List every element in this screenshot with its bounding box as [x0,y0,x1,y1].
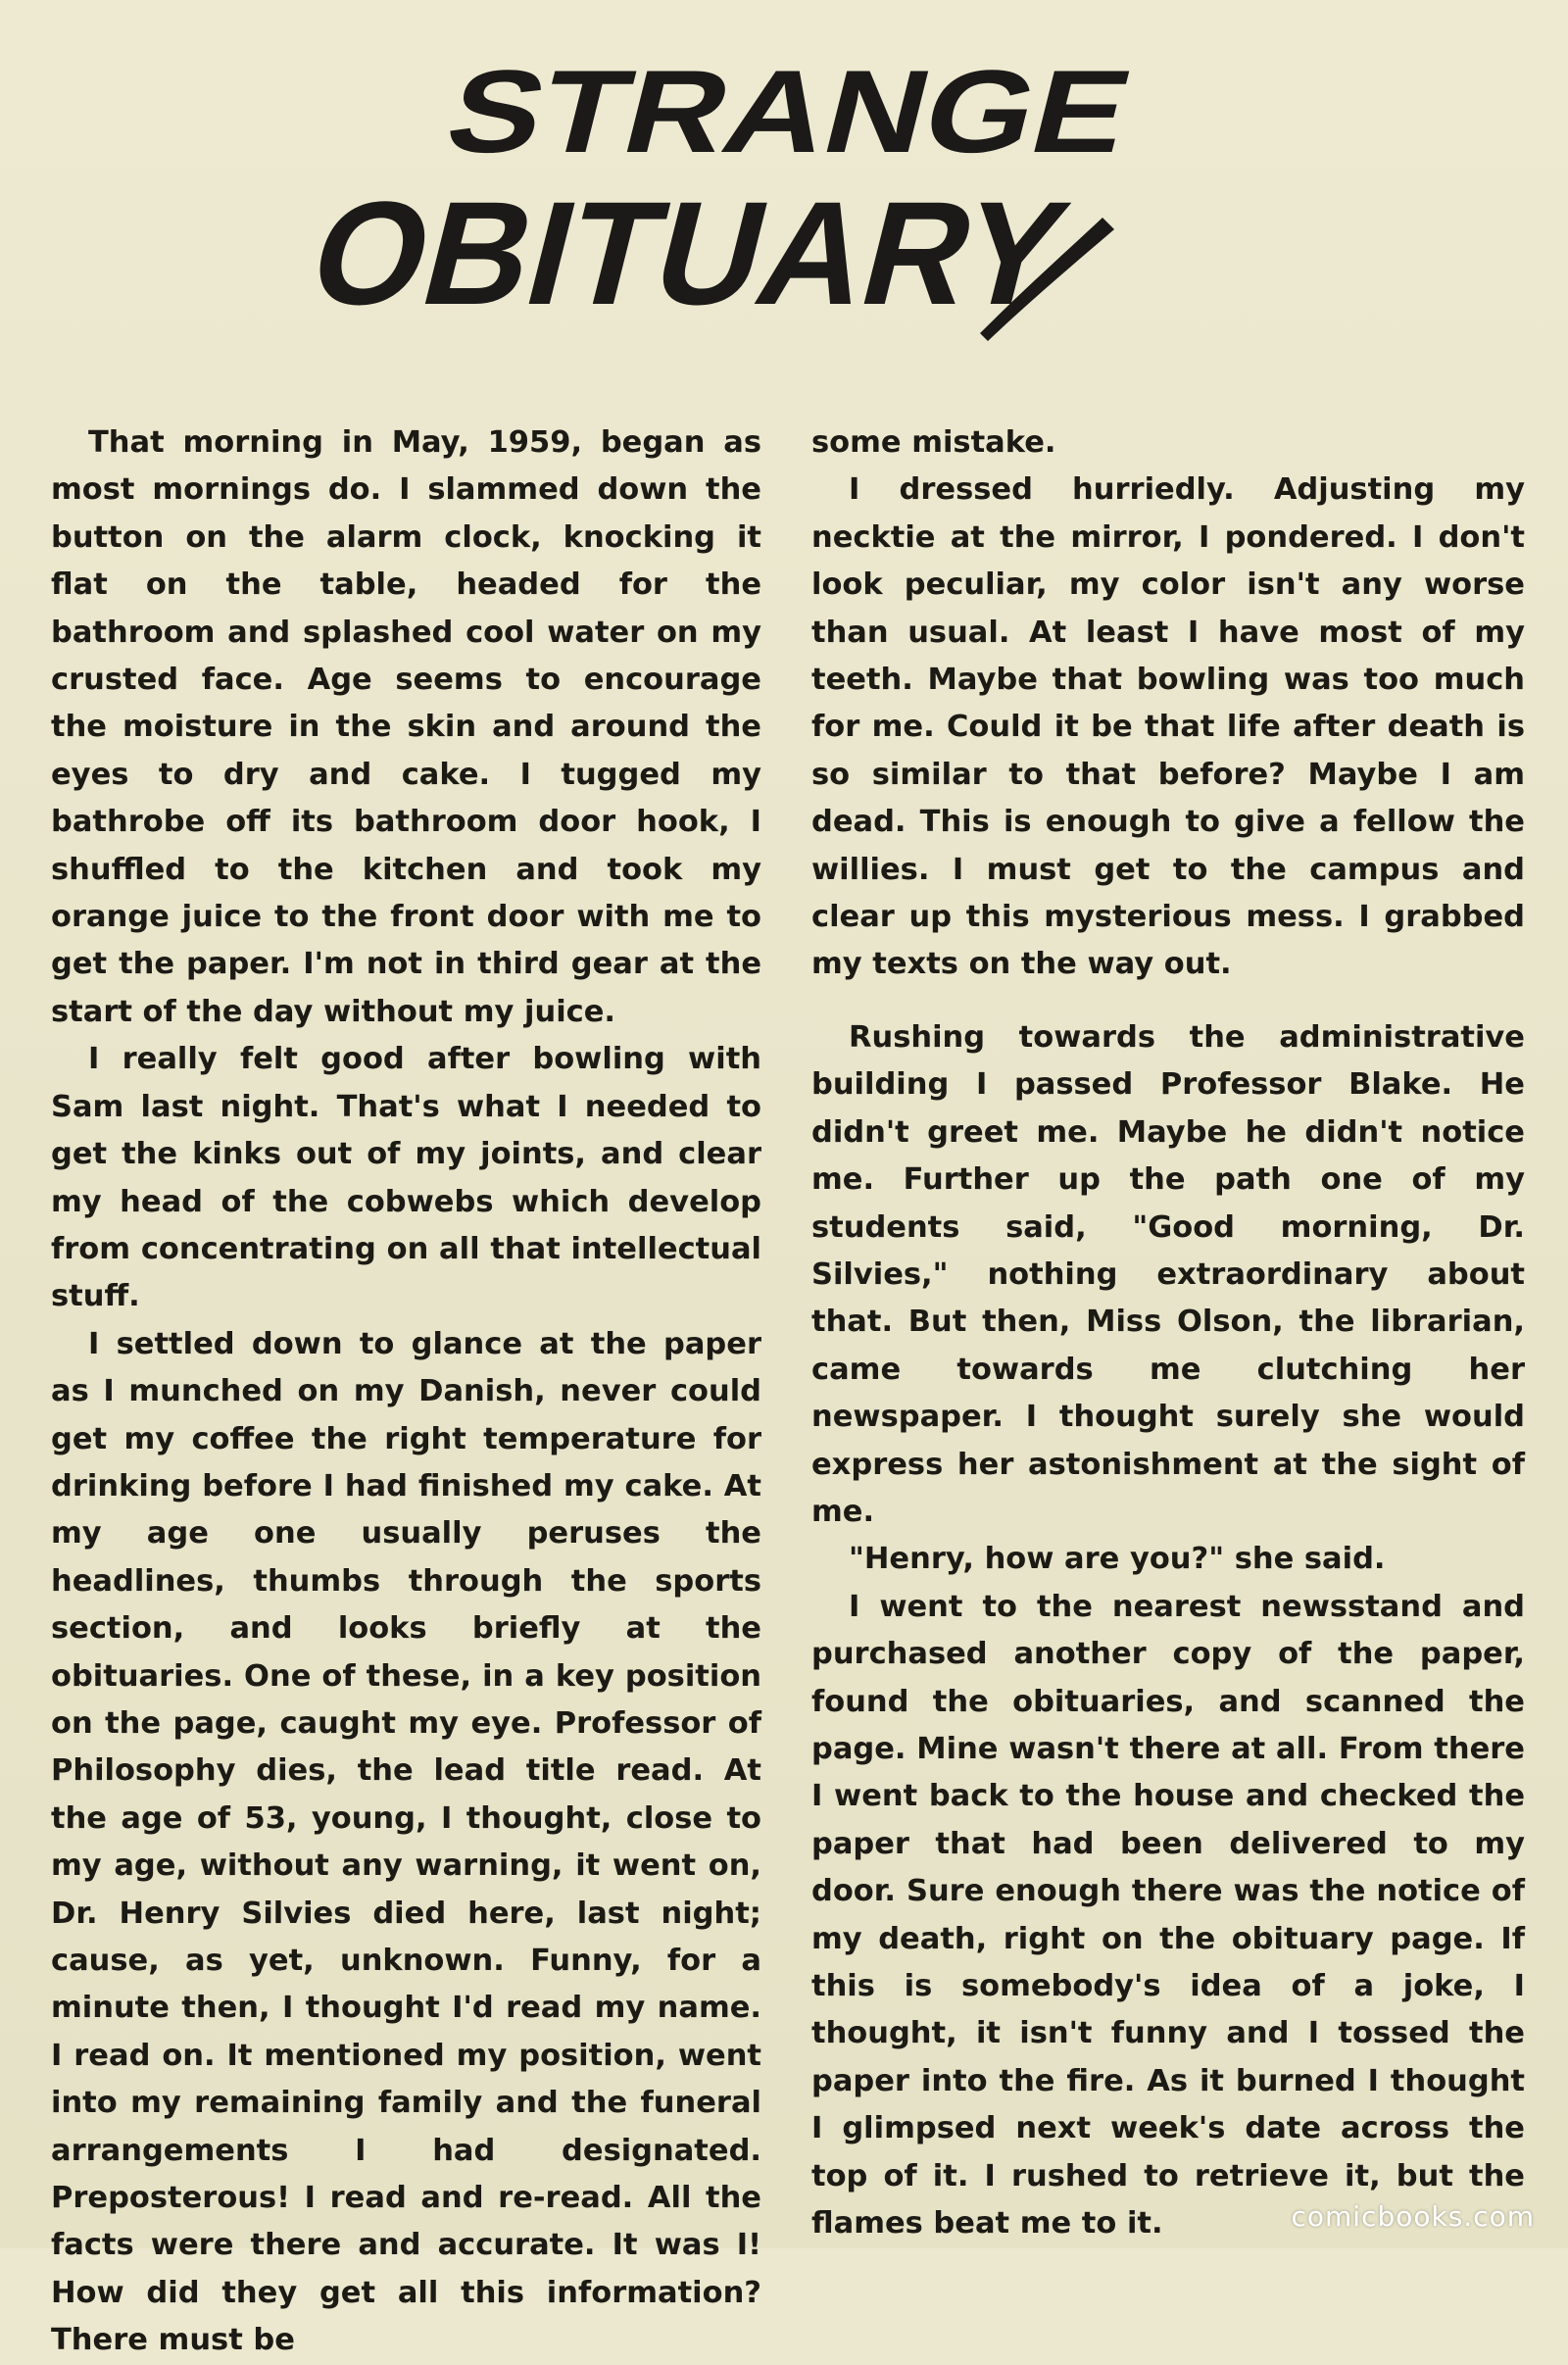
site-watermark: comicbooks.com [1291,2200,1535,2233]
article-paragraph: I dressed hurriedly. Adjusting my necktie at the mirror, I pondered. I don't look peculiar, my color isn't any worse than usual. At least I have most of my teeth. Maybe that bowling was too much for me. Could it be that life after death is so similar to that before? Maybe I am dead. This is enough to give a fellow the willies. I must get to the campus and clear up this mysterious mess. I grabbed my texts on the way out. [811,472,1525,982]
article-paragraph: I went to the nearest newsstand and purchased another copy of the paper, found the obituaries, and scanned the page. Mine wasn't there at all. From there I went back to the house and checked the paper that had been delivered to my door. Sure enough there was the notice of my death, right on the obituary page. If this is somebody's idea of a joke, I thought, it isn't funny and I tossed the paper into the fire. As it burned I thought I glimpsed next week's date across the top of it. I rushed to retrieve it, but the flames beat me to it. [811,1589,1525,2242]
story-title [0,39,1568,372]
article-paragraph: some mistake. [811,425,1056,460]
title-line-2: OBITUARY [295,172,1100,336]
article-column-right [811,419,1525,2247]
title-line-1: STRANGE [434,45,1043,177]
article-paragraph: I settled down to glance at the paper as I munched on my Danish, never could get my coffee the right temperature for drinking before I had finished my cake. At my age one usually peruses the headlines, thumbs through the sports section, and looks briefly at the obituaries. One of these, in a key position on the page, caught my eye. Professor of Philosophy dies, the lead title read. At the age of 53, young, I thought, close to my age, without any warning, it went on, Dr. Henry Silvies died here, last night; cause, as yet, unknown. Funny, for a minute then, I thought I'd read my name. I read on. It mentioned my position, went into my remaining family and the funeral arrangements I had designated. Preposterous! I read and re-read. All the facts were there and accurate. It was I! How did they get all this information? There must be [51,1326,761,2358]
article-paragraph: "Henry, how are you?" she said. [849,1542,1386,1577]
article-paragraph: Rushing towards the administrative building I passed Professor Blake. He didn't greet me. Maybe he didn't notice me. Further up the path one of my students said, "Good morning, Dr. Silvies," nothing extraordinary about that. But then, Miss Olson, the librarian, came towards me clutching her newspaper. I thought surely she would express her astonishment at the sight of me. [811,1019,1525,1529]
article-column-left [51,419,761,2365]
article-paragraph: I really felt good after bowling with Sam last night. That's what I needed to get the kinks out of my joints, and clear my head of the cobwebs which develop from concentrating on all that intellectual stuff. [51,1042,761,1314]
article-paragraph: That morning in May, 1959, began as most mornings do. I slammed down the button on the alarm clock, knocking it flat on the table, headed for the bathroom and splashed cool water on my crusted face. Age seems to encourage the moisture in the skin and around the eyes to dry and cake. I tugged my bathrobe off its bathroom door hook, I shuffled to the kitchen and took my orange juice to the front door with me to get the paper. I'm not in third gear at the start of the day without my juice. [51,425,761,1029]
